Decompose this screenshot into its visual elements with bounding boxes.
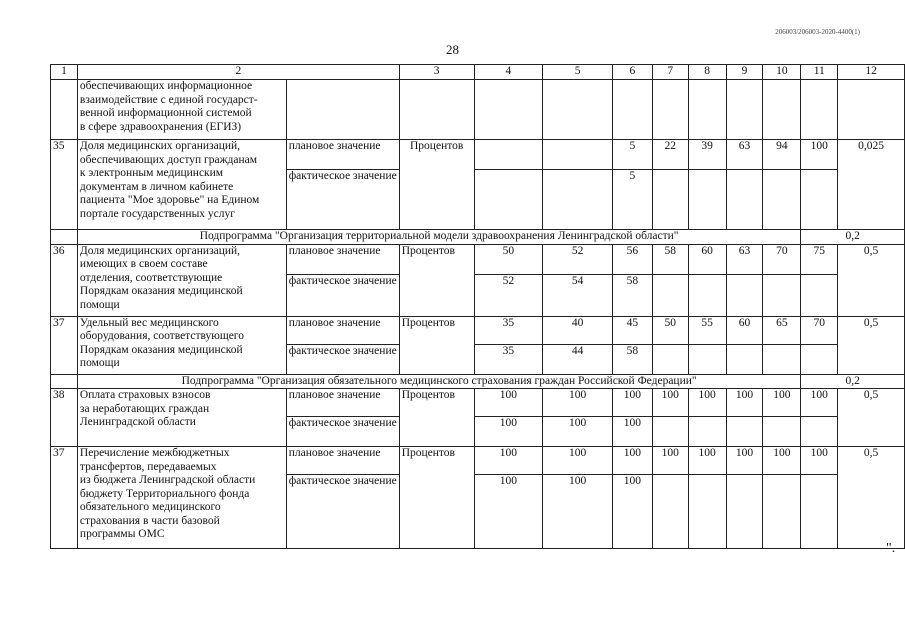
continuation-text: обеспечивающих информационное взаимодействие с единой государст- венной информационной системой в сфере здравоохранения (ЕГИЗ) — [77, 80, 286, 140]
value-cell: 45 — [612, 316, 652, 344]
continuation-row — [51, 80, 905, 140]
value-cell: 63 — [726, 244, 763, 274]
table-row — [51, 244, 905, 274]
value-cell — [763, 417, 801, 447]
col-header-3: 3 — [399, 65, 474, 80]
value-cell: 58 — [612, 344, 652, 374]
document-id: 206003/206003-2020-4400(1) — [775, 28, 860, 36]
col-header-6: 6 — [612, 65, 652, 80]
value-cell: 100 — [652, 447, 688, 475]
unit: Процентов — [399, 140, 474, 230]
fact-label: фактическое значение — [286, 274, 399, 316]
value-cell: 56 — [612, 244, 652, 274]
value-cell: 39 — [688, 140, 726, 170]
value-cell — [543, 170, 613, 230]
value-cell: 60 — [688, 244, 726, 274]
table-row — [51, 447, 905, 475]
subprogram-row — [51, 230, 905, 245]
value-cell — [801, 475, 838, 549]
value-cell: 100 — [543, 417, 613, 447]
value-cell: 52 — [543, 244, 613, 274]
value-cell — [688, 344, 726, 374]
value-cell — [801, 344, 838, 374]
plan-label: плановое значение — [286, 244, 399, 274]
subprogram-weight: 0,2 — [801, 230, 905, 245]
fact-label: фактическое значение — [286, 170, 399, 230]
fact-label: фактическое значение — [286, 344, 399, 374]
value-cell — [763, 274, 801, 316]
plan-label: плановое значение — [286, 140, 399, 170]
subprogram-title: Подпрограмма "Организация обязательного медицинского страхования граждан Российской Федерации" — [77, 374, 800, 389]
row-number: 37 — [51, 316, 78, 374]
plan-label: плановое значение — [286, 447, 399, 475]
value-cell: 100 — [763, 389, 801, 417]
col-header-9: 9 — [726, 65, 763, 80]
col-header-10: 10 — [763, 65, 801, 80]
value-cell — [474, 170, 543, 230]
row-number: 35 — [51, 140, 78, 230]
plan-label: плановое значение — [286, 316, 399, 344]
value-cell: 100 — [726, 447, 763, 475]
closing-quote-mark: ". — [886, 541, 896, 556]
value-cell: 70 — [801, 316, 838, 344]
value-cell: 44 — [543, 344, 613, 374]
value-cell: 50 — [474, 244, 543, 274]
plan-label: плановое значение — [286, 389, 399, 417]
value-cell: 65 — [763, 316, 801, 344]
value-cell — [688, 170, 726, 230]
value-cell: 22 — [652, 140, 688, 170]
value-cell: 5 — [612, 140, 652, 170]
value-cell — [726, 417, 763, 447]
header-row — [51, 65, 905, 80]
weight: 0,5 — [838, 447, 905, 549]
value-cell — [726, 170, 763, 230]
subprogram-weight: 0,2 — [801, 374, 905, 389]
value-cell — [474, 140, 543, 170]
col-header-4: 4 — [474, 65, 543, 80]
value-cell — [726, 475, 763, 549]
value-cell — [652, 170, 688, 230]
value-cell — [763, 344, 801, 374]
value-cell — [652, 475, 688, 549]
col-header-8: 8 — [688, 65, 726, 80]
value-cell — [726, 274, 763, 316]
value-cell — [688, 475, 726, 549]
col-header-2: 2 — [77, 65, 399, 80]
value-cell: 100 — [801, 140, 838, 170]
value-cell: 35 — [474, 344, 543, 374]
unit: Процентов — [399, 244, 474, 316]
col-header-7: 7 — [652, 65, 688, 80]
value-cell — [801, 274, 838, 316]
row-number: 37 — [51, 447, 78, 549]
value-cell: 100 — [612, 389, 652, 417]
col-header-12: 12 — [838, 65, 905, 80]
unit: Процентов — [399, 447, 474, 549]
value-cell: 100 — [688, 447, 726, 475]
weight: 0,5 — [838, 389, 905, 447]
value-cell: 100 — [474, 447, 543, 475]
value-cell: 100 — [543, 447, 613, 475]
table-row — [51, 140, 905, 170]
value-cell: 100 — [688, 389, 726, 417]
value-cell: 100 — [652, 389, 688, 417]
value-cell: 100 — [801, 389, 838, 417]
value-cell: 100 — [474, 475, 543, 549]
value-cell — [801, 170, 838, 230]
value-cell: 100 — [474, 417, 543, 447]
fact-label: фактическое значение — [286, 417, 399, 447]
value-cell — [726, 344, 763, 374]
indicator-name: Доля медицинских организаций, имеющих в своем составе отделения, соответствующие Порядкам оказания медицинской помощи — [77, 244, 286, 316]
value-cell: 60 — [726, 316, 763, 344]
value-cell — [652, 274, 688, 316]
value-cell: 75 — [801, 244, 838, 274]
value-cell: 55 — [688, 316, 726, 344]
value-cell: 58 — [652, 244, 688, 274]
value-cell: 70 — [763, 244, 801, 274]
value-cell: 100 — [543, 475, 613, 549]
unit: Процентов — [399, 389, 474, 447]
indicator-name: Перечисление межбюджетных трансфертов, передаваемых из бюджета Ленинградской области бюджету Территориального фонда обязательного медицинского страхования в части базовой программы ОМС — [77, 447, 286, 549]
value-cell: 100 — [612, 417, 652, 447]
value-cell: 100 — [474, 389, 543, 417]
subprogram-row — [51, 374, 905, 389]
fact-label: фактическое значение — [286, 475, 399, 549]
weight: 0,025 — [838, 140, 905, 230]
value-cell: 52 — [474, 274, 543, 316]
col-header-11: 11 — [801, 65, 838, 80]
value-cell — [763, 475, 801, 549]
value-cell: 5 — [612, 170, 652, 230]
subprogram-title: Подпрограмма "Организация территориальной модели здравоохранения Ленинградской области" — [77, 230, 800, 245]
row-number: 38 — [51, 389, 78, 447]
weight: 0,5 — [838, 316, 905, 374]
value-cell: 54 — [543, 274, 613, 316]
value-cell: 63 — [726, 140, 763, 170]
row-number: 36 — [51, 244, 78, 316]
value-cell: 50 — [652, 316, 688, 344]
value-cell — [688, 417, 726, 447]
value-cell — [543, 140, 613, 170]
table-row — [51, 389, 905, 417]
value-cell: 40 — [543, 316, 613, 344]
value-cell: 100 — [726, 389, 763, 417]
indicators-table — [50, 64, 905, 549]
value-cell: 94 — [763, 140, 801, 170]
value-cell — [652, 417, 688, 447]
table-row — [51, 316, 905, 344]
value-cell: 100 — [612, 475, 652, 549]
value-cell: 100 — [543, 389, 613, 417]
indicator-name: Оплата страховых взносов за неработающих граждан Ленинградской области — [77, 389, 286, 447]
value-cell — [688, 274, 726, 316]
value-cell: 35 — [474, 316, 543, 344]
value-cell — [652, 344, 688, 374]
value-cell — [763, 170, 801, 230]
value-cell — [801, 417, 838, 447]
value-cell: 100 — [801, 447, 838, 475]
page-number: 28 — [446, 42, 459, 57]
value-cell: 100 — [612, 447, 652, 475]
indicator-name: Доля медицинских организаций, обеспечивающих доступ гражданам к электронным медицинским документам в личном кабинете пациента "Мое здоровье" на Едином портале государственных услуг — [77, 140, 286, 230]
value-cell: 58 — [612, 274, 652, 316]
weight: 0,5 — [838, 244, 905, 316]
value-cell: 100 — [763, 447, 801, 475]
unit: Процентов — [399, 316, 474, 374]
col-header-5: 5 — [543, 65, 613, 80]
col-header-1: 1 — [51, 65, 78, 80]
indicator-name: Удельный вес медицинского оборудования, соответствующего Порядкам оказания медицинской помощи — [77, 316, 286, 374]
